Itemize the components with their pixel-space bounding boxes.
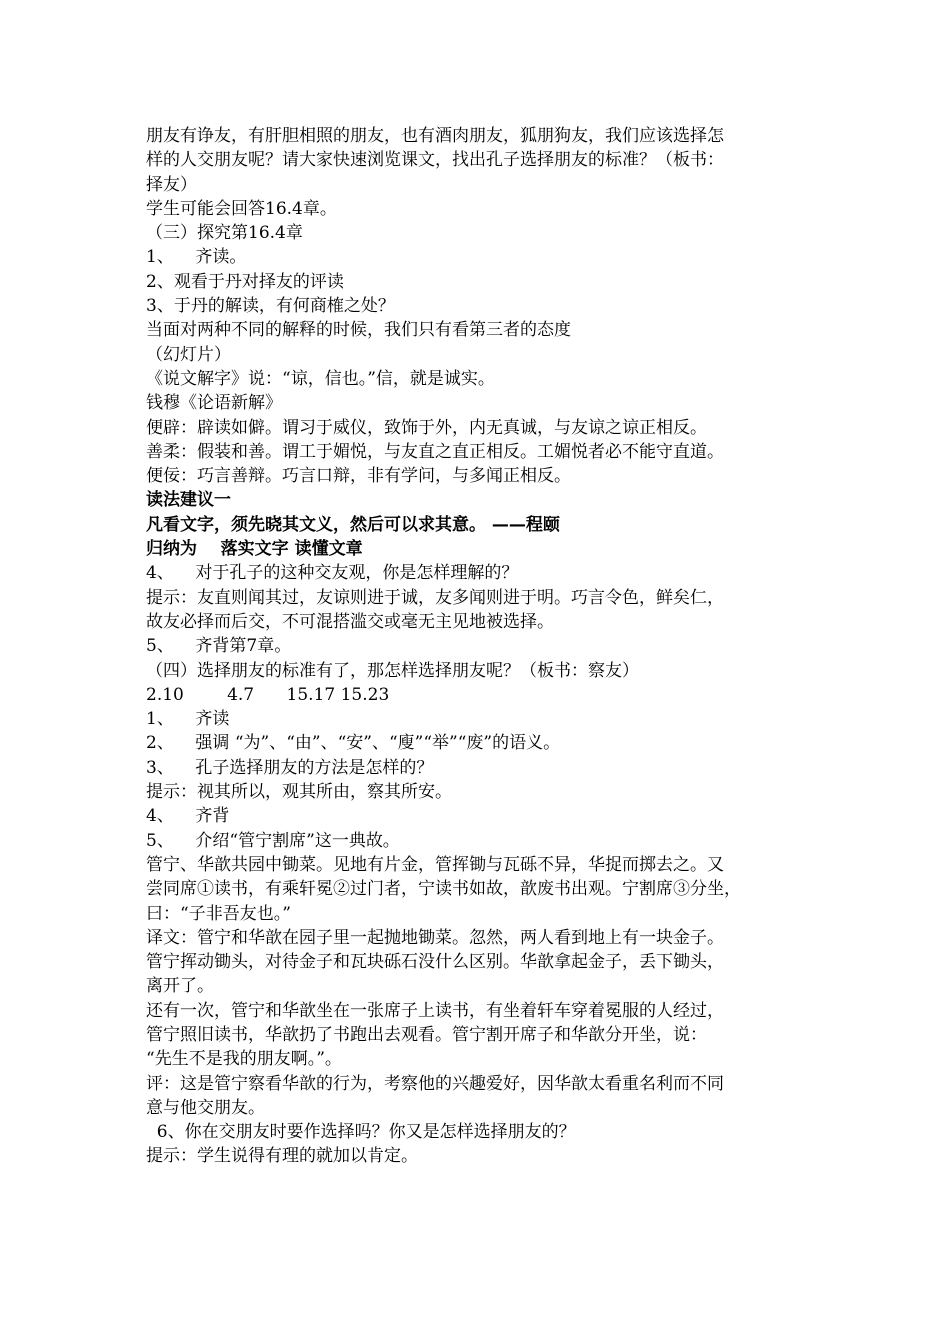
- paragraph-line: 择友）: [146, 174, 197, 195]
- list-item: 3、 孔子选择朋友的方法是怎样的？: [146, 757, 434, 778]
- list-item: 6、你在交朋友时要作选择吗？你又是怎样选择朋友的？: [146, 1122, 576, 1143]
- paragraph-line: 钱穆《论语新解》: [146, 393, 282, 414]
- paragraph-line: 当面对两种不同的解释的时候，我们只有看第三者的态度: [146, 320, 571, 341]
- paragraph-line: 提示：学生说得有理的就加以肯定。: [146, 1146, 418, 1167]
- list-item: 2、观看于丹对择友的评读: [146, 271, 344, 292]
- paragraph-line: 还有一次，管宁和华歆坐在一张席子上读书，有坐着轩车穿着冕服的人经过，: [146, 1000, 724, 1021]
- section-heading: （三）探究第16.4章: [146, 223, 303, 244]
- section-heading: （四）选择朋友的标准有了，那怎样选择朋友呢？（板书：察友）: [146, 660, 639, 681]
- paragraph-line: 意与他交朋友。: [146, 1097, 265, 1118]
- list-item: 1、 齐读: [146, 709, 230, 730]
- reading-tip-summary: 归纳为 落实文字 读懂文章: [146, 539, 363, 560]
- paragraph-line: 管宁、华歆共园中锄菜。见地有片金，管挥锄与瓦砾不异，华捉而掷去之。又: [146, 854, 724, 875]
- paragraph-line: 管宁挥动锄头，对待金子和瓦块砾石没什么区别。华歆拿起金子，丢下锄头，: [146, 952, 724, 973]
- list-item: 3、于丹的解读，有何商榷之处？: [146, 296, 395, 317]
- paragraph-line: 离开了。: [146, 976, 214, 997]
- paragraph-line: 善柔：假装和善。谓工于媚悦，与友直之直正相反。工媚悦者必不能守直道。: [146, 441, 724, 462]
- paragraph-line: 《说文解字》说：“谅，信也。”信，就是诚实。: [146, 368, 495, 389]
- paragraph-line: 提示：视其所以，观其所由，察其所安。: [146, 782, 452, 803]
- document-page: [146, 124, 816, 1169]
- paragraph-line: 尝同席①读书，有乘轩冕②过门者，宁读书如故，歆废书出观。宁割席③分坐，: [146, 879, 741, 900]
- list-item: 2、 强调 “为”、“由”、“安”、“廋”“举”“废”的语义。: [146, 733, 561, 754]
- paragraph-line: 朋友有诤友，有肝胆相照的朋友，也有酒肉朋友，狐朋狗友，我们应该选择怎: [146, 126, 724, 146]
- reading-tip-quote: 凡看文字，须先晓其文义，然后可以求其意。 ——程颐: [146, 514, 560, 535]
- paragraph-line: 评：这是管宁察看华歆的行为，考察他的兴趣爱好，因华歆太看重名利而不同: [146, 1073, 724, 1094]
- paragraph-line: 便佞：巧言善辩。巧言口辩，非有学问，与多闻正相反。: [146, 466, 571, 487]
- paragraph-line: 样的人交朋友呢？请大家快速浏览课文，找出孔子选择朋友的标准？（板书：: [146, 150, 724, 171]
- paragraph-line: 故友必择而后交，不可混搭滥交或毫无主见地被选择。: [146, 611, 554, 632]
- paragraph-line: 学生可能会回答16.4章。: [146, 198, 337, 219]
- list-item: 5、 齐背第7章。: [146, 636, 292, 657]
- chapter-numbers: 2.10 4.7 15.17 15.23: [146, 684, 390, 705]
- paragraph-line: 便辟：辟读如僻。谓习于威仪，致饰于外，内无真诚，与友谅之谅正相反。: [146, 417, 707, 438]
- list-item: 4、 对于孔子的这种交友观，你是怎样理解的？: [146, 563, 519, 584]
- list-item: 4、 齐背: [146, 806, 230, 827]
- paragraph-line: （幻灯片）: [146, 344, 231, 365]
- reading-tip-title: 读法建议一: [146, 490, 231, 511]
- list-item: 1、 齐读。: [146, 247, 247, 268]
- paragraph-line: 提示：友直则闻其过，友谅则进于诚，友多闻则进于明。巧言令色，鲜矣仁，: [146, 587, 724, 608]
- paragraph-line: 译文：管宁和华歆在园子里一起抛地锄菜。忽然，两人看到地上有一块金子。: [146, 927, 724, 948]
- paragraph-line: 曰：“子非吾友也。”: [146, 903, 291, 924]
- paragraph-line: “先生不是我的朋友啊。”。: [146, 1049, 342, 1070]
- paragraph-line: 管宁照旧读书，华歆扔了书跑出去观看。管宁割开席子和华歆分开坐，说：: [146, 1024, 707, 1045]
- list-item: 5、 介绍“管宁割席”这一典故。: [146, 830, 400, 851]
